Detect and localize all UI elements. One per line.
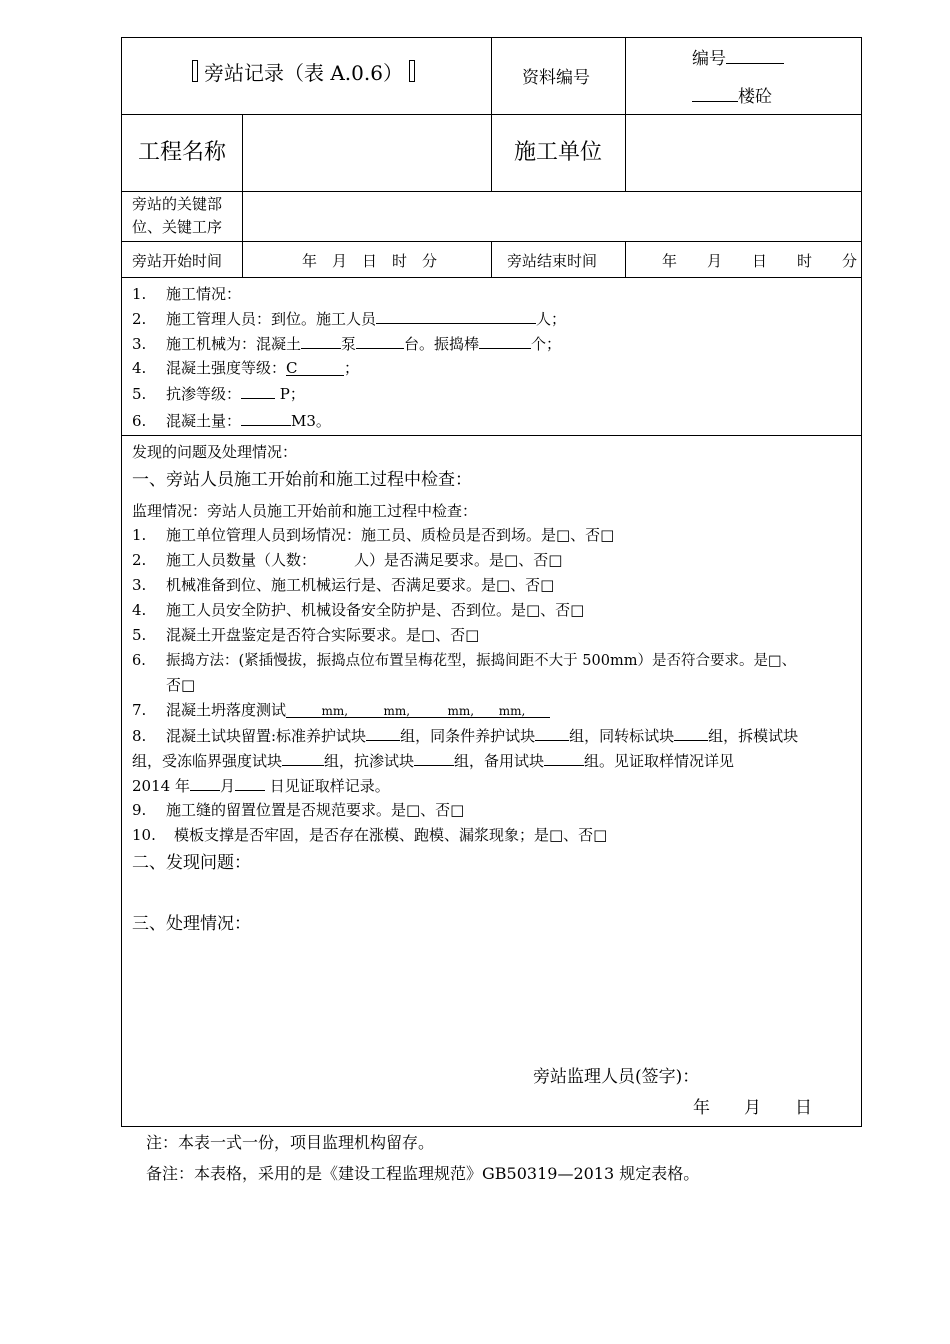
line-text: 抗渗等级： [166,384,242,403]
slump-blank-1[interactable] [286,704,348,718]
line-text: 施工情况： [166,285,242,303]
same-cure-blank[interactable] [535,724,569,741]
line-text: 人）是否满足要求。是□、否□ [354,551,563,569]
signature-date[interactable]: 年 月 日 [693,1098,812,1118]
unit-text: mm, [447,704,475,718]
grade-prefix: C [286,359,298,377]
impermeability-blank[interactable] [241,382,275,399]
line-text: 台。振捣棒 [404,334,480,353]
start-time-label: 旁站开始时间 [132,252,223,270]
construction-line-6 [132,409,331,431]
line-text: 施工缝的留置位置是否规范要求。是□、否□ [166,801,465,819]
section-3-title: 三、处理情况： [132,914,251,934]
line-text: 组，同转标试块 [569,726,675,745]
form-title-text: 旁站记录（表 A.0.6） [204,61,403,85]
inspection-section [122,435,861,1126]
line-text: 混凝土坍落度测试 [166,701,287,719]
construction-line-2 [132,307,566,329]
line-text: 人； [536,309,567,328]
line-text: 泵 [341,334,357,353]
item-number: 7. [132,701,147,719]
line-text: M3。 [291,411,331,430]
vibrator-count-blank[interactable] [479,332,531,349]
line-text: 施工人员安全防护、机械设备安全防护是、否到位。是□、否□ [166,601,585,619]
concrete-floor [692,82,772,107]
line-text: 组，拆模试块 [708,726,799,745]
form-title [192,57,415,86]
key-part-label: 旁站的关键部位、关键工序 [132,195,223,236]
line-text: ； [344,359,360,377]
doc-no-label: 资料编号 [522,68,590,88]
impermeable-blank[interactable] [414,749,454,766]
transfer-blank[interactable] [674,724,708,741]
inspection-heading: 发现的问题及处理情况： [132,443,298,461]
line-text: 月 [219,776,235,795]
end-time-field[interactable]: 年 月 日 时 分 [662,252,858,270]
line-text: 模板支撑是否牢固，是否存在涨模、跑模、漏浆现象；是□、否□ [174,826,608,844]
check-item-2 [132,549,562,570]
section-1-title: 一、旁站人员施工开始前和施工过程中检查： [132,470,472,490]
item-number: 8. [132,726,147,745]
record-form [121,37,862,1127]
key-part-row [122,191,861,242]
strength-grade-blank[interactable] [286,359,344,376]
serial-label: 编号 [692,49,726,69]
construction-unit-label: 施工单位 [514,140,603,165]
check-item-1 [132,524,614,545]
line-text: 混凝土开盘鉴定是否符合实际要求。是□、否□ [166,626,480,644]
check-item-8 [132,724,798,746]
line-text: 振捣方法：(紧插慢拔，振捣点位布置呈梅花型，振捣间距不大于 500mm）是否符合要求。是□、 [166,653,797,669]
construction-section [122,277,861,436]
construction-line-3 [132,332,561,354]
item-number: 9. [132,801,147,819]
day-blank[interactable] [235,774,265,791]
item-number: 1. [132,526,147,544]
spare-blank[interactable] [544,749,584,766]
item-number: 4. [132,601,147,619]
line-text: 施工单位管理人员到场情况：施工员、质检员是否到场。是□、否□ [166,526,615,544]
line-text: 2014 年 [132,776,190,795]
line-text: 施工人员数量（人数： [166,551,317,569]
item-number: 2. [132,551,147,569]
project-row [122,114,861,192]
project-name-label: 工程名称 [138,140,227,165]
serial-blank[interactable] [726,45,784,64]
item-number: 3. [132,334,147,353]
line-text: 施工管理人员：到位。施工人员 [166,309,377,328]
month-blank[interactable] [190,774,220,791]
item-number: 6. [132,653,146,669]
line-text: P； [279,384,305,403]
signature-label: 旁站监理人员(签字)： [533,1067,700,1087]
item-number: 2. [132,309,147,328]
floor-label: 楼砼 [738,87,772,107]
check-item-8-cont-2 [132,774,390,796]
start-time-field[interactable]: 年 月 日 时 分 [302,252,438,270]
unit-text: mm, [498,704,526,718]
item-number: 4. [132,359,147,377]
line-text: 组。见证取样情况详见 [584,751,735,770]
line-text: 混凝土量： [166,411,242,430]
item-number: 6. [132,411,147,430]
pump-blank[interactable] [301,332,341,349]
floor-blank[interactable] [692,83,738,102]
slump-blank-2[interactable] [348,704,410,718]
check-item-7 [132,699,550,720]
note-2: 备注：本表格，采用的是《建设工程监理规范》GB50319—2013 规定表格。 [146,1164,700,1183]
item-number: 5. [132,626,147,644]
item-number: 1. [132,285,147,303]
slump-blank-3[interactable] [410,704,474,718]
line-text: 组，抗渗试块 [324,751,415,770]
serial-number [692,44,784,69]
line-text: 组，同条件养护试块 [400,726,536,745]
check-item-3 [132,574,554,595]
check-item-6-cont: 否□ [166,676,196,694]
construction-line-1 [132,283,241,304]
construction-line-4 [132,357,359,378]
item-number: 3. [132,576,147,594]
check-item-4 [132,599,584,620]
line-text: 组，受冻临界强度试块 [132,751,283,770]
line-text: 日见证取样记录。 [269,776,390,795]
bracket-right-glyph [409,60,415,82]
line-text: 混凝土试块留置:标准养护试块 [166,726,367,745]
worker-count-blank[interactable] [376,307,536,324]
unit-text: mm, [383,704,411,718]
time-row [122,241,861,278]
line-text: 施工机械为：混凝土 [166,334,302,353]
unit-text: mm, [321,704,349,718]
line-text: 个； [531,334,562,353]
bracket-left-glyph [192,60,198,82]
note-1: 注：本表一式一份，项目监理机构留存。 [146,1133,435,1152]
freeze-blank[interactable] [282,749,324,766]
volume-blank[interactable] [241,409,291,426]
item-number: 10. [132,826,156,844]
construction-line-5 [132,382,305,404]
title-row [122,38,861,115]
line-text: 组，备用试块 [454,751,545,770]
end-time-label: 旁站结束时间 [507,252,598,270]
check-item-10 [132,824,607,845]
check-item-5 [132,624,479,645]
line-text: 机械准备到位、施工机械运行是、否满足要求。是□、否□ [166,576,555,594]
item-number: 5. [132,384,147,403]
check-item-9 [132,799,464,820]
section-2-title: 二、发现问题： [132,853,251,873]
line-text: 混凝土强度等级： [166,359,287,377]
std-cure-blank[interactable] [366,724,400,741]
pump-count-blank[interactable] [356,332,404,349]
check-item-8-cont-1 [132,749,734,771]
supervision-subtitle: 监理情况：旁站人员施工开始前和施工过程中检查： [132,502,478,520]
slump-blank-4[interactable] [474,704,550,718]
check-item-6 [132,649,796,670]
